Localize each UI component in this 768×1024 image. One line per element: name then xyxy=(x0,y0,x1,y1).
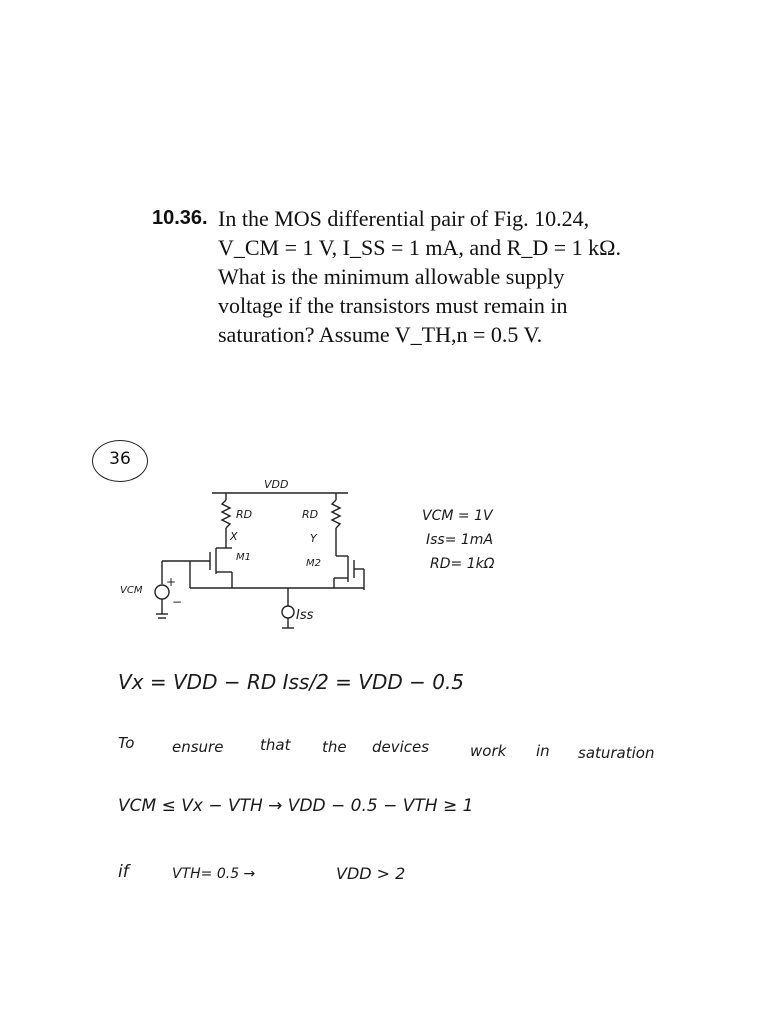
svg-text:+: + xyxy=(166,575,177,589)
word-in: in xyxy=(536,742,550,760)
problem-line-3: What is the minimum allowable supply xyxy=(218,264,565,289)
vdd-label: VDD xyxy=(264,478,289,491)
node-y-label: Y xyxy=(310,532,317,545)
svg-text:−: − xyxy=(172,595,183,609)
problem-line-2: V_CM = 1 V, I_SS = 1 mA, and R_D = 1 kΩ. xyxy=(218,235,621,260)
problem-label: 36 xyxy=(109,449,131,469)
problem-line-4: voltage if the transistors must remain in xyxy=(218,293,568,318)
rd-right-resistor xyxy=(332,500,340,528)
word-ensure: ensure xyxy=(172,738,224,756)
m1-label: M1 xyxy=(236,552,251,563)
equation-result: VDD > 2 xyxy=(336,864,406,883)
problem-line-1: In the MOS differential pair of Fig. 10.24, xyxy=(218,206,590,231)
equation-vx: Vx = VDD − RD Iss/2 = VDD − 0.5 xyxy=(118,670,465,694)
word-that: that xyxy=(260,736,291,754)
given-iss: Iss= 1mA xyxy=(426,532,494,548)
equation-vth: VTH= 0.5 → xyxy=(172,866,256,882)
given-rd: RD= 1kΩ xyxy=(430,556,495,572)
problem-number: 10.36. xyxy=(152,207,208,229)
word-saturation: saturation xyxy=(578,744,655,762)
word-if: if xyxy=(118,862,129,882)
m2-label: M2 xyxy=(306,558,321,569)
node-x-label: X xyxy=(230,530,238,543)
word-the: the xyxy=(322,738,347,756)
word-devices: devices xyxy=(372,738,430,756)
word-to: To xyxy=(118,734,135,752)
rd-left-resistor xyxy=(222,500,230,528)
rd-right-label: RD xyxy=(302,508,319,521)
iss-source xyxy=(282,606,294,618)
equation-condition: VCM ≤ Vx − VTH → VDD − 0.5 − VTH ≥ 1 xyxy=(118,796,474,816)
rd-left-label: RD xyxy=(236,508,253,521)
word-work: work xyxy=(470,742,507,760)
given-vcm: VCM = 1V xyxy=(422,508,493,524)
problem-line-5: saturation? Assume V_TH,n = 0.5 V. xyxy=(218,322,543,347)
vcm-label: VCM xyxy=(120,585,143,596)
iss-label: Iss xyxy=(296,608,314,623)
